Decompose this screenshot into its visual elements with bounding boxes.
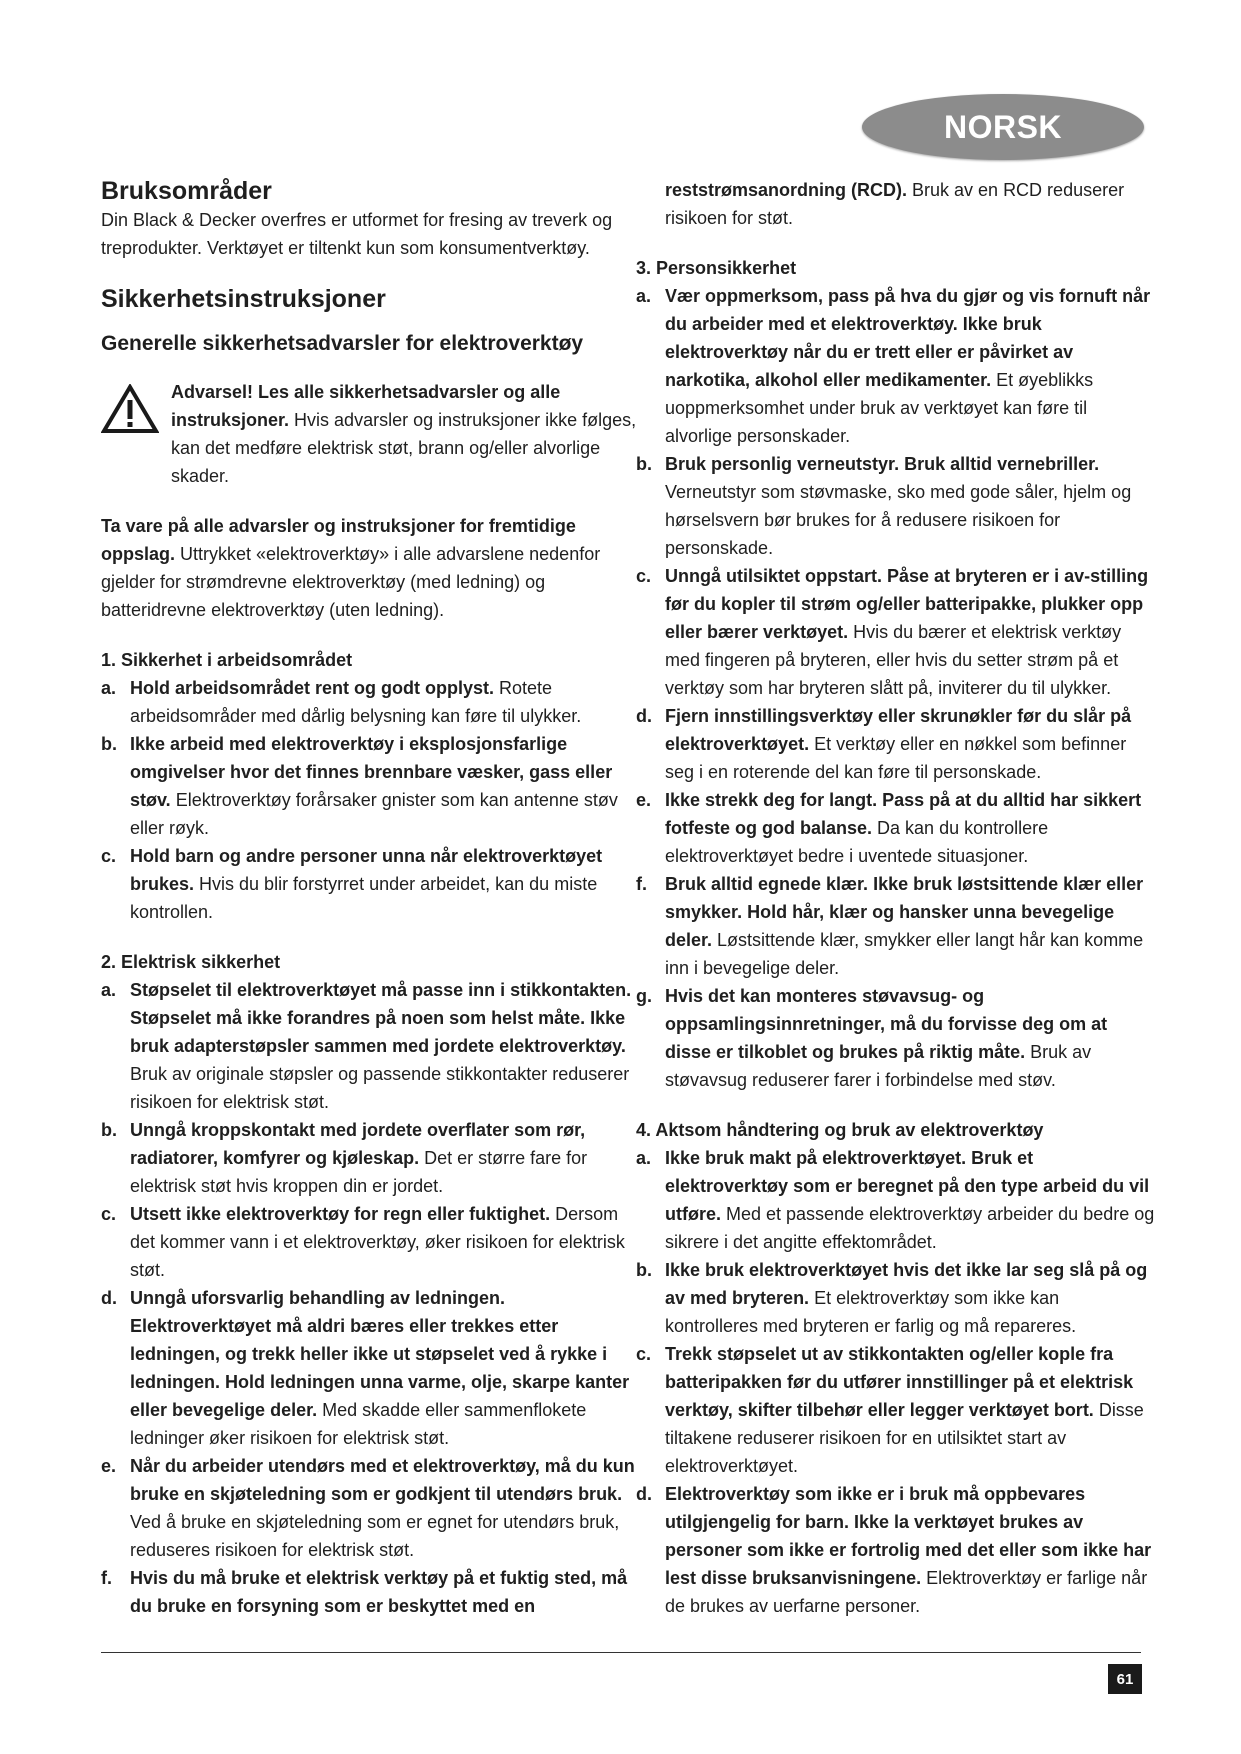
item-text: Elektroverktøy forårsaker gnister som kan antenne støv eller røyk. [130,790,618,838]
item-bold-text: Unngå utilsiktet oppstart. Påse at bryteren er i av-stilling før du kopler til strøm og/eller batteripakke, plukker opp eller bærer verktøyet. [665,566,1149,642]
right-column [636,176,1156,1620]
list-item [101,842,641,926]
section-1-title: 1. Sikkerhet i arbeidsområdet [101,650,353,670]
item-marker: c. [636,566,652,586]
item-bold-text: Støpselet til elektroverktøyet må passe inn i stikkontakten. Støpselet må ikke forandres på noen som helst måte. Ikke bruk adapterstøpsler sammen med jordete elektroverktøy. [130,980,632,1056]
item-bold-text: Unngå kroppskontakt med jordete overflater som rør, radiatorer, komfyrer og kjøleskap. [130,1120,586,1168]
item-bold-text: Utsett ikke elektroverktøy for regn eller fuktighet. [130,1204,551,1224]
keep-text: Uttrykket «elektroverktøy» i alle advarslene nedenfor gjelder for strømdrevne elektroverktøy (med ledning) og batteridrevne elektroverktøy (uten ledning). [101,544,601,620]
item-marker: a. [636,286,652,306]
item-bold-text: Ikke bruk elektroverktøyet hvis det ikke lar seg slå på og av med bryteren. [665,1260,1148,1308]
list-item [636,282,1156,450]
item-bold-text: Bruk alltid egnede klær. Ikke bruk løstsittende klær eller smykker. Hold hår, klær og hansker unna bevegelige deler. [665,874,1144,950]
item-bold-text: Bruk personlig verneutstyr. Bruk alltid vernebriller. [665,454,1100,474]
section-2-title: 2. Elektrisk sikkerhet [101,952,281,972]
item-text: Løstsittende klær, smykker eller langt hår kan komme inn i bevegelige deler. [665,930,1144,978]
item-text: Bruk av originale støpsler og passende stikkontakter reduserer risikoen for elektrisk støt. [130,1064,630,1112]
section-3-title: 3. Personsikkerhet [636,258,797,278]
list-item [636,982,1156,1094]
list-item [101,1452,641,1564]
page-number: 61 [1108,1664,1142,1694]
section-4-title: 4. Aktsom håndtering og bruk av elektroverktøy [636,1120,1044,1140]
item-marker: b. [101,1120,117,1140]
item-marker: g. [636,986,652,1006]
item-bold-text: Elektroverktøy som ikke er i bruk må oppbevares utilgjengelig for barn. Ikke la verktøyet brukes av personer som ikke er fortrolig med det eller som ikke har lest disse bruksanvisningene. [665,1484,1152,1588]
item-marker: c. [101,1204,117,1224]
item-bold-text: Ikke arbeid med elektroverktøy i eksplosjonsfarlige omgivelser hvor det finnes brennbare væsker, gass eller støv. [130,734,613,810]
item-bold-text: Ikke strekk deg for langt. Pass på at du alltid har sikkert fotfeste og god balanse. [665,790,1142,838]
item-bold-text: Hold barn og andre personer unna når elektroverktøyet brukes. [130,846,603,894]
list-item [636,786,1156,870]
item-marker: e. [101,1456,117,1476]
keep-bold: Ta vare på alle advarsler og instruksjoner for fremtidige oppslag. [101,516,576,564]
safety-title: Sikkerhetsinstruksjoner [101,285,386,313]
item-marker: a. [101,678,117,698]
list-item [636,562,1156,702]
item-text: Det er større fare for elektrisk støt hvis kroppen din er jordet. [130,1148,588,1196]
list-item [101,1284,641,1452]
warning-block [101,378,641,490]
item-text: Ved å bruke en skjøteledning som er egnet for utendørs bruk, reduseres risikoen for elektrisk støt. [130,1512,620,1560]
rcd-bold: reststrømsanordning (RCD). [665,180,908,200]
bruk-title: Bruksområder [101,177,272,205]
warning-bold: Advarsel! Les alle sikkerhetsadvarsler og alle instruksjoner. [171,382,561,430]
item-text: Bruk av støvavsug reduserer farer i forbindelse med støv. [665,1042,1092,1090]
item-marker: b. [636,454,652,474]
list-item [636,870,1156,982]
item-marker: b. [636,1260,652,1280]
item-text: Et verktøy eller en nøkkel som befinner seg i en roterende del kan føre til personskade. [665,734,1127,782]
item-marker: d. [636,706,652,726]
list-item [636,1480,1156,1620]
warning-triangle-icon [101,384,159,434]
item-text: Hvis du blir forstyrret under arbeidet, kan du miste kontrollen. [130,874,598,922]
list-item [636,702,1156,786]
item-marker: f. [101,1568,112,1588]
section-3-list [636,282,1156,1094]
item-bold-text: Hvis du må bruke et elektrisk verktøy på et fuktig sted, må du bruke en forsyning som er beskyttet med en [130,1568,628,1616]
item-marker: d. [101,1288,117,1308]
section-2-list [101,976,641,1620]
rcd-continuation [636,176,1156,232]
item-text: Dersom det kommer vann i et elektroverktøy, øker risikoen for elektrisk støt. [130,1204,625,1280]
item-marker: f. [636,874,647,894]
item-bold-text: Hold arbeidsområdet rent og godt opplyst. [130,678,495,698]
item-text: Med skadde eller sammenflokete ledninger øker risikoen for elektrisk støt. [130,1400,587,1448]
list-item [636,1256,1156,1340]
list-item [101,976,641,1116]
item-bold-text: Fjern innstillingsverktøy eller skrunøkler før du slår på elektroverktøyet. [665,706,1132,754]
keep-instructions [101,512,641,624]
list-item [101,1564,641,1620]
item-bold-text: Vær oppmerksom, pass på hva du gjør og vis fornuft når du arbeider med et elektroverktøy. Ikke bruk elektroverktøy når du er trett eller er påvirket av narkotika, alkohol eller medikamenter. [665,286,1151,390]
item-bold-text: Når du arbeider utendørs med et elektroverktøy, må du kun bruke en skjøteledning som er godkjent til utendørs bruk. [130,1456,635,1504]
list-item [636,1340,1156,1480]
item-text: Disse tiltakene reduserer risikoen for en utilsiktet start av elektroverktøyet. [665,1400,1144,1476]
item-text: Et elektroverktøy som ikke kan kontrolleres med bryteren er farlig og må repareres. [665,1288,1077,1336]
left-column [101,176,641,1620]
item-text: Verneutstyr som støvmaske, sko med gode såler, hjelm og hørselsvern bør brukes for å redusere risikoen for personskade. [665,482,1132,558]
bottom-rule [101,1652,1141,1653]
item-marker: a. [101,980,117,1000]
list-item [101,674,641,730]
item-marker: c. [101,846,117,866]
item-bold-text: Trekk støpselet ut av stikkontakten og/eller kople fra batteripakken før du utfører innstillinger på et elektrisk verktøy, skifter tilbehør eller legger verktøyet bort. [665,1344,1134,1420]
item-text: Rotete arbeidsområder med dårlig belysning kan føre til ulykker. [130,678,582,726]
section-4-list [636,1144,1156,1620]
list-item [636,1144,1156,1256]
item-marker: e. [636,790,652,810]
item-marker: c. [636,1344,652,1364]
bruk-text: Din Black & Decker overfres er utformet for fresing av treverk og treprodukter. Verktøyet er tiltenkt kun som konsumentverktøy. [101,210,613,258]
item-bold-text: Unngå uforsvarlig behandling av ledningen. Elektroverktøyet må aldri bæres eller trekkes etter ledningen, og trekk heller ikke ut støpselet ved å rykke i ledningen. Hold ledningen unna varme, olje, skarpe kanter eller bevegelige deler. [130,1288,630,1420]
item-bold-text: Ikke bruk makt på elektroverktøyet. Bruk et elektroverktøy som er beregnet på den type arbeid du vil utføre. [665,1148,1150,1224]
item-text: Da kan du kontrollere elektroverktøyet bedre i uventede situasjoner. [665,818,1049,866]
section-1-list [101,674,641,926]
list-item [101,730,641,842]
item-text: Elektroverktøy er farlige når de brukes av uerfarne personer. [665,1568,1148,1616]
language-badge: NORSK [862,94,1144,160]
item-text: Et øyeblikks uoppmerksomhet under bruk av verktøyet kan føre til alvorlige personskader. [665,370,1094,446]
rcd-text: Bruk av en RCD reduserer risikoen for støt. [665,180,1125,228]
item-marker: a. [636,1148,652,1168]
list-item [636,450,1156,562]
item-marker: d. [636,1484,652,1504]
item-bold-text: Hvis det kan monteres støvavsug- og oppsamlingsinnretninger, må du forvisse deg om at disse er tilkoblet og brukes på riktig måte. [665,986,1108,1062]
general-warnings-title: Generelle sikkerhetsadvarsler for elektroverktøy [101,332,584,355]
item-text: Hvis du bærer et elektrisk verktøy med fingeren på bryteren, eller hvis du setter strøm på et verktøy som har bryteren slått på, inviterer du til ulykker. [665,622,1122,698]
list-item [101,1200,641,1284]
warning-text: Hvis advarsler og instruksjoner ikke følges, kan det medføre elektrisk støt, brann og/eller alvorlige skader. [171,410,637,486]
list-item [101,1116,641,1200]
item-text: Med et passende elektroverktøy arbeider du bedre og sikrere i det angitte effektområdet. [665,1204,1155,1252]
item-marker: b. [101,734,117,754]
